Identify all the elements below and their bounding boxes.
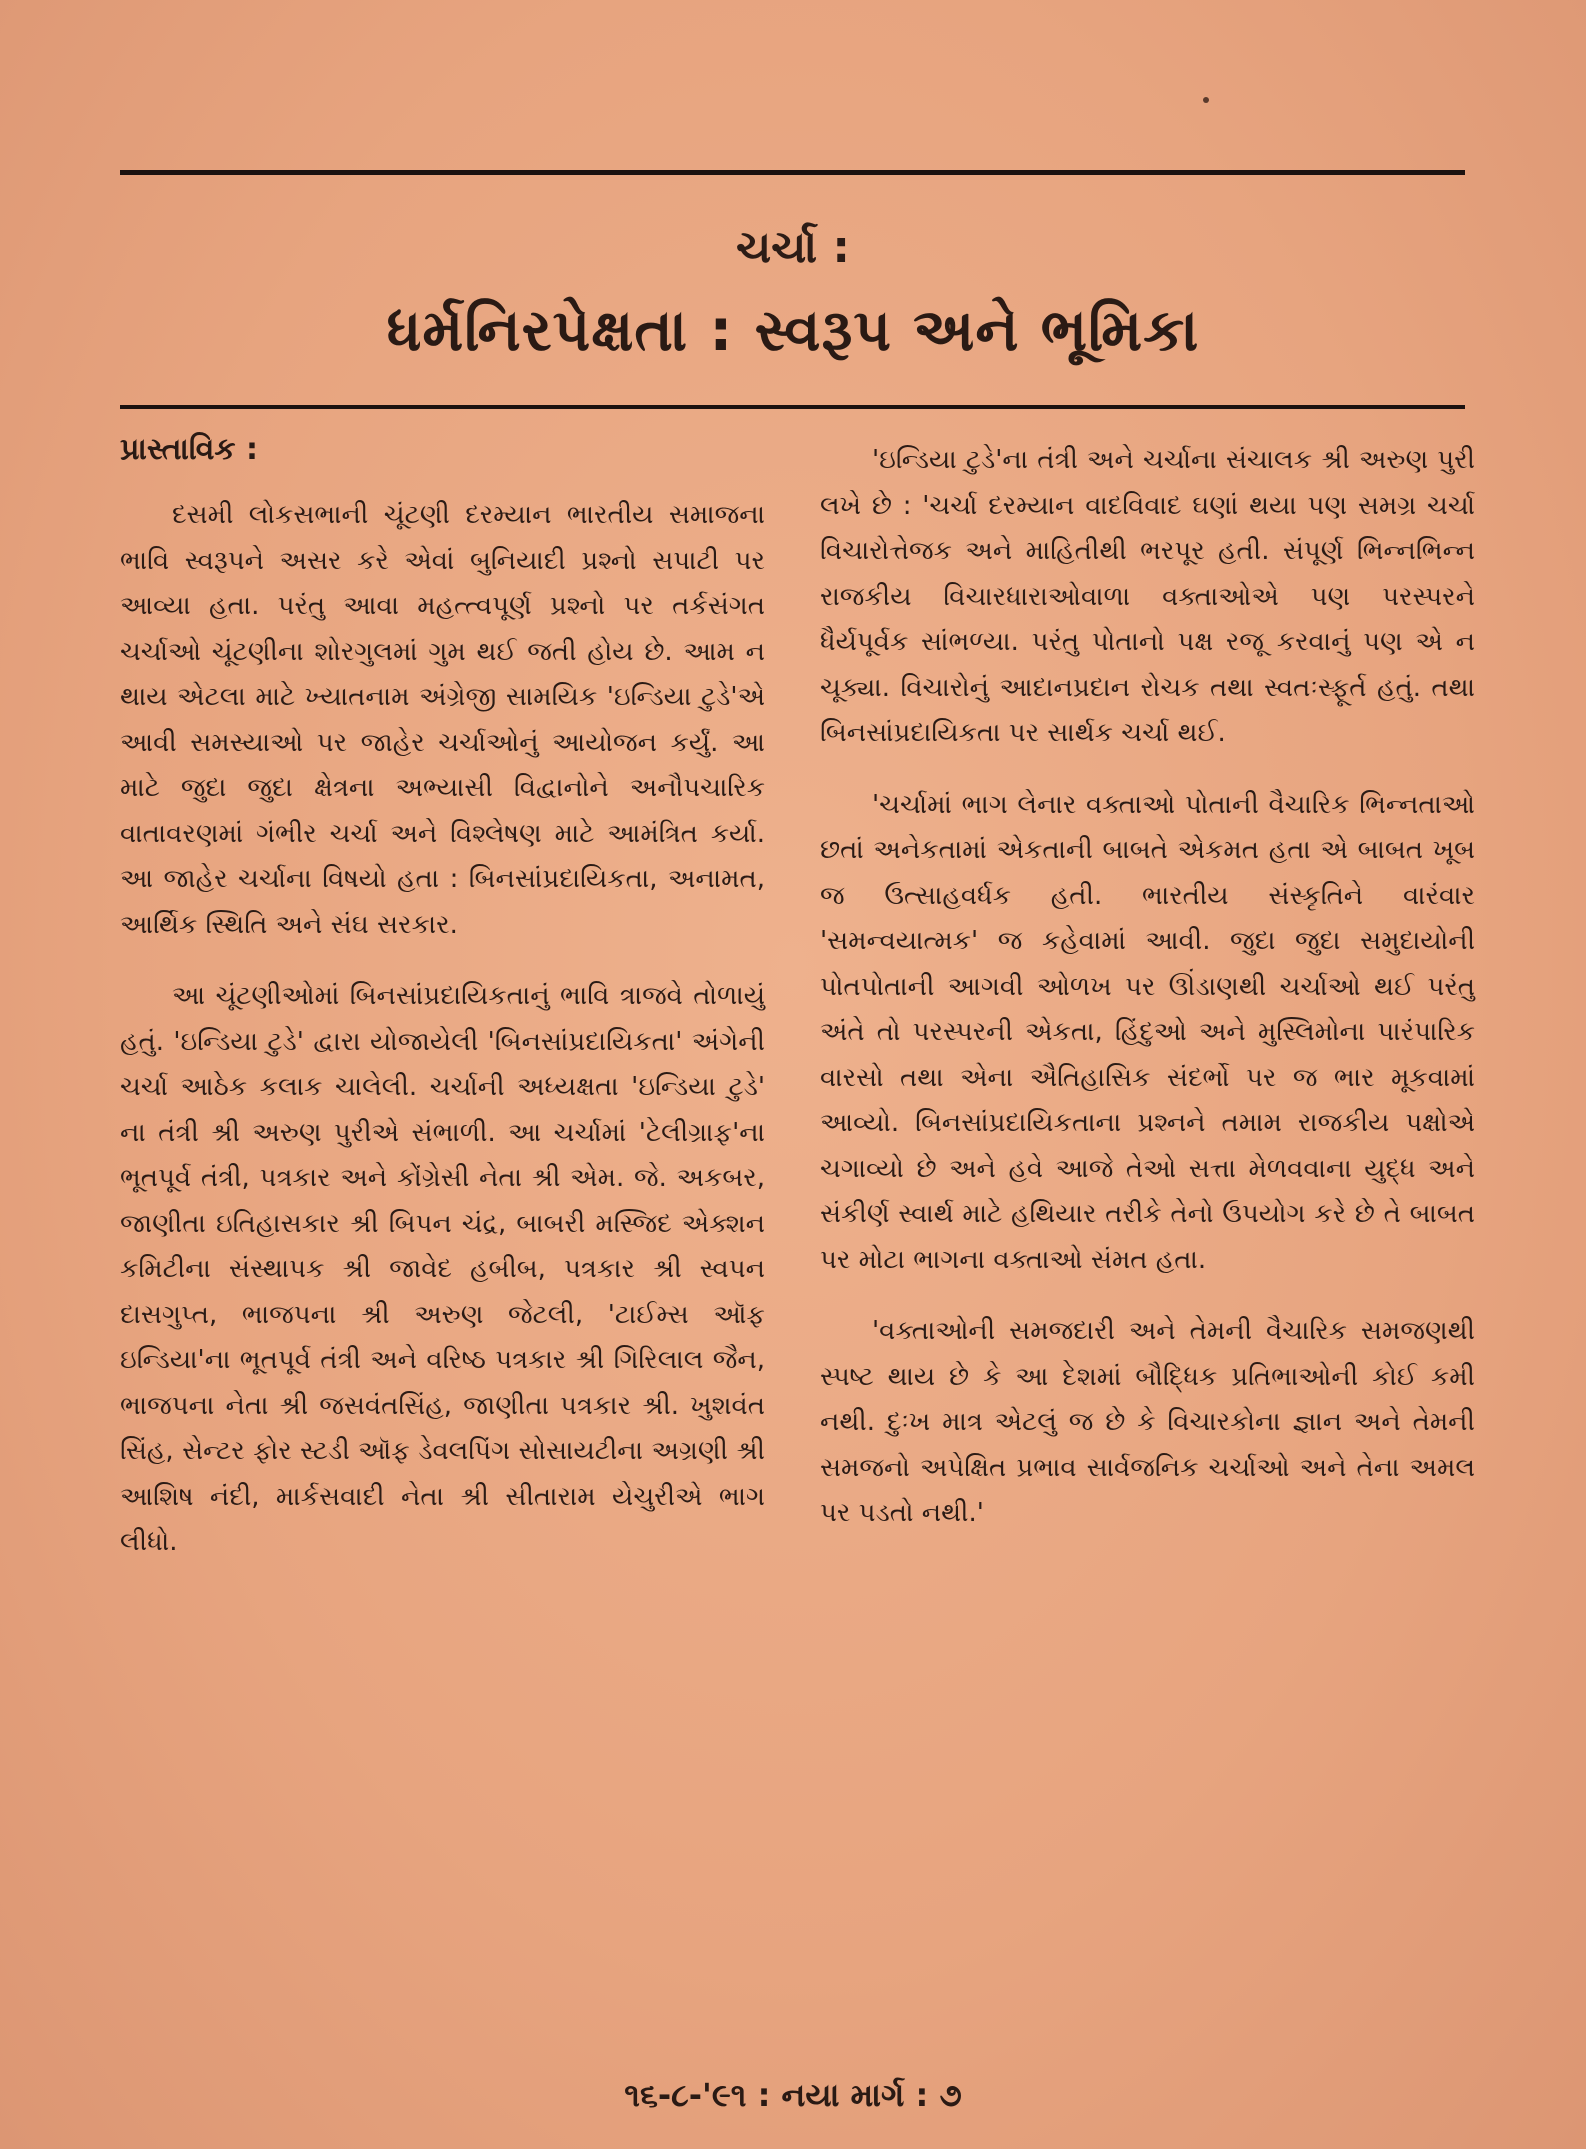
top-rule (120, 170, 1465, 175)
paragraph: દસમી લોકસભાની ચૂંટણી દરમ્યાન ભારતીય સમાજના ભાવિ સ્વરૂપને અસર કરે એવાં બુનિયાદી પ્રશ્નો સપાટી પર આવ્યા હતા. પરંતુ આવા મહત્ત્વપૂર્ણ પ્રશ્નો પર તર્કસંગત ચર્ચાઓ ચૂંટણીના શોરગુલમાં ગુમ થઈ જતી હોય છે. આમ ન થાય એટલા માટે ખ્યાતનામ અંગ્રેજી સામયિક 'ઇન્ડિયા ટુડે'એ આવી સમસ્યાઓ પર જાહેર ચર્ચાઓનું આયોજન કર્યું. આ માટે જુદા જુદા ક્ષેત્રના અભ્યાસી વિદ્વાનોને અનૌપચારિક વાતાવરણમાં ગંભીર ચર્ચા અને વિશ્લેષણ માટે આમંત્રિત કર્યા. આ જાહેર ચર્ચાના વિષયો હતા : બિનસાંપ્રદાયિકતા, અનામત, આર્થિક સ્થિતિ અને સંઘ સરકાર. (120, 500, 765, 940)
ink-speck (1203, 97, 1209, 103)
intro-heading: પ્રાસ્તાવિક : (120, 432, 259, 467)
paragraph: 'ચર્ચામાં ભાગ લેનાર વક્તાઓ પોતાની વૈચારિક ભિન્નતાઓ છતાં અનેકતામાં એકતાની બાબતે એકમત હતા એ બાબત ખૂબ જ ઉત્સાહવર્ધક હતી. ભારતીય સંસ્કૃતિને વારંવાર 'સમન્વયાત્મક' જ કહેવામાં આવી. જુદા જુદા સમુદાયોની પોતપોતાની આગવી ઓળખ પર ઊંડાણથી ચર્ચાઓ થઈ પરંતુ અંતે તો પરસ્પરની એકતા, હિંદુઓ અને મુસ્લિમોના પારંપારિક વારસો તથા એના ઐતિહાસિક સંદર્ભો પર જ ભાર મૂકવામાં આવ્યો. બિનસાંપ્રદાયિકતાના પ્રશ્નને તમામ રાજકીય પક્ષોએ ચગાવ્યો છે અને હવે આજે તેઓ સત્તા મેળવવાના યુદ્ધ અને સંકીર્ણ સ્વાર્થ માટે હથિયાર તરીકે તેનો ઉપયોગ કરે છે તે બાબત પર મોટા ભાગના વક્તાઓ સંમત હતા. (820, 789, 1475, 1275)
section-kicker: ચર્ચા : (735, 222, 851, 273)
title-rule (120, 405, 1465, 409)
left-column (120, 420, 765, 1592)
article-title: ધર્મનિરપેક્ષતા : સ્વરૂપ અને ભૂમિકા (386, 296, 1200, 364)
page-footer: ૧૬-૮-'૯૧ : નયા માર્ગ : ૭ (624, 2076, 962, 2114)
paragraph: 'વક્તાઓની સમજદારી અને તેમની વૈચારિક સમજણથી સ્પષ્ટ થાય છે કે આ દેશમાં બૌદ્ધિક પ્રતિભાઓની કોઈ કમી નથી. દુઃખ માત્ર એટલું જ છે કે વિચારકોના જ્ઞાન અને તેમની સમજનો અપેક્ષિત પ્રભાવ સાર્વજનિક ચર્ચાઓ અને તેના અમલ પર પડતો નથી.' (820, 1316, 1475, 1528)
paragraph: 'ઇન્ડિયા ટુડે'ના તંત્રી અને ચર્ચાના સંચાલક શ્રી અરુણ પુરી લખે છે : 'ચર્ચા દરમ્યાન વાદવિવાદ ઘણાં થયા પણ સમગ્ર ચર્ચા વિચારોત્તેજક અને માહિતીથી ભરપૂર હતી. સંપૂર્ણ ભિન્નભિન્ન રાજકીય વિચારધારાઓવાળા વક્તાઓએ પણ પરસ્પરને ધૈર્યપૂર્વક સાંભળ્યા. પરંતુ પોતાનો પક્ષ રજૂ કરવાનું પણ એ ન ચૂક્યા. વિચારોનું આદાનપ્રદાન રોચક તથા સ્વતઃસ્ફૂર્ત હતું. તથા બિનસાંપ્રદાયિકતા પર સાર્થક ચર્ચા થઈ. (820, 445, 1475, 748)
right-column (820, 420, 1475, 1563)
paragraph: આ ચૂંટણીઓમાં બિનસાંપ્રદાયિકતાનું ભાવિ ત્રાજવે તોળાયું હતું. 'ઇન્ડિયા ટુડે' દ્વારા યોજાયેલી 'બિનસાંપ્રદાયિકતા' અંગેની ચર્ચા આઠેક કલાક ચાલેલી. ચર્ચાની અધ્યક્ષતા 'ઇન્ડિયા ટુડે' ના તંત્રી શ્રી અરુણ પુરીએ સંભાળી. આ ચર્ચામાં 'ટેલીગ્રાફ'ના ભૂતપૂર્વ તંત્રી, પત્રકાર અને કોંગ્રેસી નેતા શ્રી એમ. જે. અકબર, જાણીતા ઇતિહાસકાર શ્રી બિપન ચંદ્ર, બાબરી મસ્જિદ એક્શન કમિટીના સંસ્થાપક શ્રી જાવેદ હબીબ, પત્રકાર શ્રી સ્વપન દાસગુપ્ત, ભાજપના શ્રી અરુણ જેટલી, 'ટાઈમ્સ ઑફ ઇન્ડિયા'ના ભૂતપૂર્વ તંત્રી અને વરિષ્ઠ પત્રકાર શ્રી ગિરિલાલ જૈન, ભાજપના નેતા શ્રી જસવંતસિંહ, જાણીતા પત્રકાર શ્રી. ખુશવંત સિંહ, સેન્ટર ફોર સ્ટડી ઑફ ડેવલપિંગ સોસાયટીના અગ્રણી શ્રી આશિષ નંદી, માર્કસવાદી નેતા શ્રી સીતારામ યેચુરીએ ભાગ લીધો. (120, 981, 765, 1557)
